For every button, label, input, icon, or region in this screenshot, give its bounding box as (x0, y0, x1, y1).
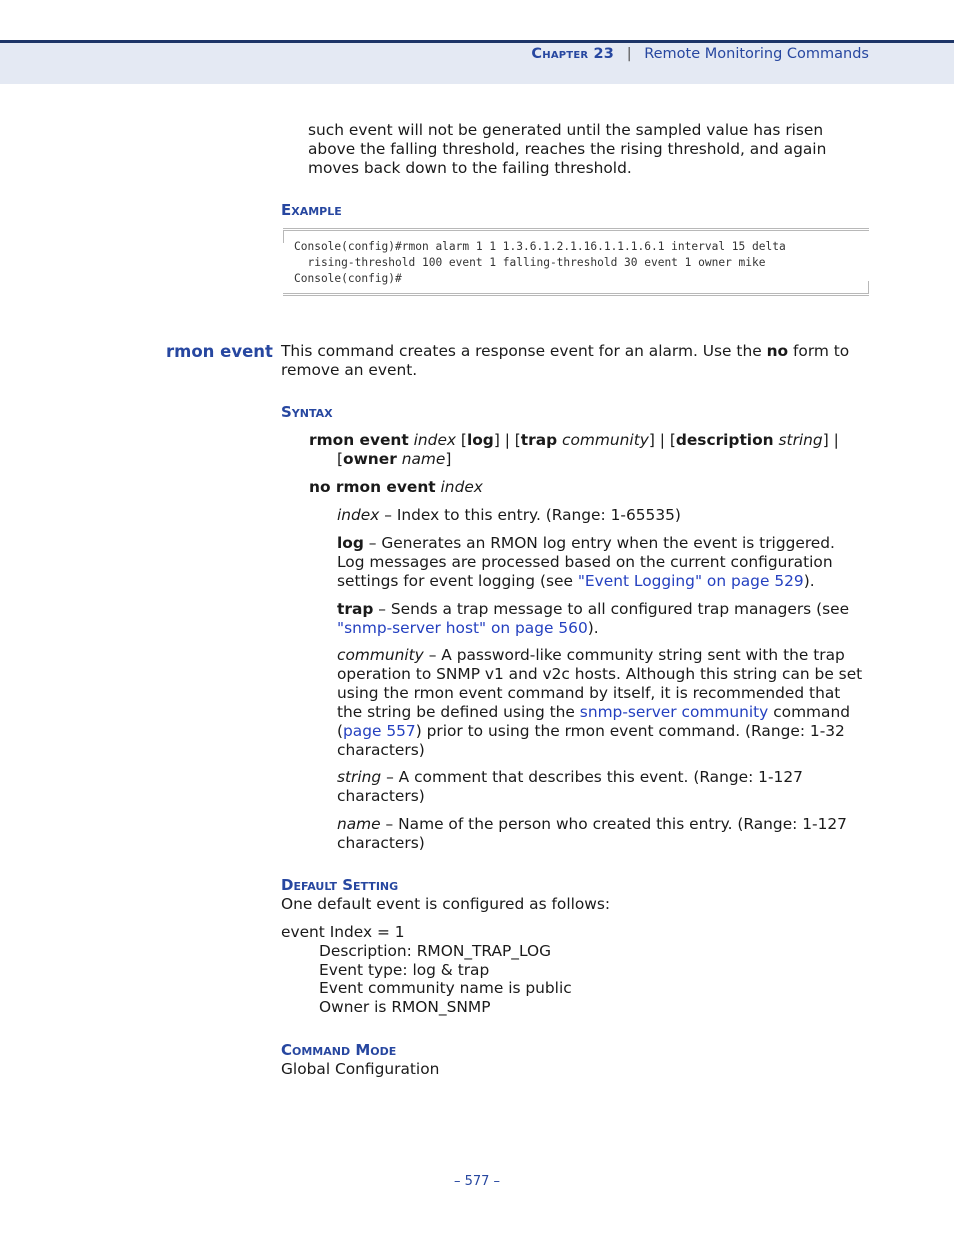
default-setting-heading: Default Setting (281, 876, 399, 894)
syntax-param: index (408, 431, 457, 449)
header-separator: | (626, 46, 632, 62)
default-item: Owner is RMON_SNMP (319, 998, 491, 1016)
page-557-link[interactable]: page 557 (343, 722, 416, 740)
syntax-bracket: [ (337, 450, 344, 468)
param-term: community (337, 646, 424, 664)
chapter-title: Remote Monitoring Commands (644, 46, 869, 62)
box-corner-mark (283, 231, 284, 243)
syntax-param: index (435, 478, 483, 496)
param-string (337, 768, 867, 806)
syntax-bracket: ] | (822, 431, 839, 449)
syntax-bracket: [ (456, 431, 467, 449)
box-corner-mark (868, 281, 869, 293)
param-term: trap (337, 600, 374, 618)
param-log (337, 534, 867, 591)
syntax-param: community (557, 431, 649, 449)
page-number: – 577 – (453, 1174, 501, 1189)
syntax-keyword: owner (343, 450, 397, 468)
description-no-keyword: no (766, 342, 789, 360)
param-text: – A comment that describes this event. (Range: 1-127 characters) (337, 768, 803, 805)
param-text: – Sends a trap message to all configured trap managers (see (373, 600, 850, 618)
param-text: command ( (337, 703, 851, 740)
syntax-keyword: log (466, 431, 494, 449)
snmp-server-community-link[interactable]: snmp-server community (579, 703, 769, 721)
syntax-line-1-cont (337, 450, 451, 469)
syntax-param: name (396, 450, 446, 468)
syntax-bracket: ] | [ (648, 431, 676, 449)
param-text: ). (587, 619, 599, 637)
syntax-line-2 (309, 478, 483, 497)
param-index (337, 506, 867, 525)
page-header (531, 45, 869, 64)
command-description (281, 342, 866, 380)
snmp-server-host-link[interactable]: "snmp-server host" on page 560 (337, 619, 588, 637)
code-example-box (283, 228, 869, 296)
syntax-bracket: ] | [ (493, 431, 521, 449)
syntax-bracket: ] (445, 450, 452, 468)
example-heading: Example (281, 201, 342, 219)
syntax-keyword: trap (520, 431, 558, 449)
description-text: This command creates a response event for an alarm. Use the (281, 342, 767, 360)
command-mode-value: Global Configuration (281, 1060, 440, 1078)
param-term: index (337, 506, 380, 524)
syntax-keyword: no rmon event (309, 478, 436, 496)
syntax-heading: Syntax (281, 403, 333, 421)
default-event-index: event Index = 1 (281, 923, 405, 941)
default-item: Event type: log & trap (319, 961, 490, 979)
default-setting-intro: One default event is configured as follows: (281, 895, 611, 913)
param-text: ). (803, 572, 815, 590)
code-example: Console(config)#rmon alarm 1 1 1.3.6.1.2.1.16.1.1.1.6.1 interval 15 delta rising-threshold 100 event 1 falling-threshold 30 event 1 owner mike Console(config)# (294, 240, 786, 285)
event-logging-link[interactable]: "Event Logging" on page 529 (577, 572, 804, 590)
description-text: form to remove an event. (281, 342, 850, 379)
syntax-keyword: description (675, 431, 774, 449)
syntax-line-1 (309, 431, 869, 450)
param-community (337, 646, 869, 760)
param-term: name (337, 815, 381, 833)
param-trap (337, 600, 867, 638)
syntax-param: string (773, 431, 823, 449)
param-term: string (337, 768, 382, 786)
param-text: – Generates an RMON log entry when the event is triggered. Log messages are processed based on the current configuration settings for event logging (see (337, 534, 835, 590)
syntax-keyword: rmon event (309, 431, 409, 449)
param-text: – A password-like community string sent with the trap operation to SNMP v1 and v2c hosts. Although this string can be set using the rmon event command by itself, it is recommended that the string be defined using the (337, 646, 863, 721)
default-item: Description: RMON_TRAP_LOG (319, 942, 552, 960)
param-text: – Name of the person who created this entry. (Range: 1-127 characters) (337, 815, 847, 852)
chapter-label: Chapter 23 (531, 46, 615, 62)
command-name: rmon event (166, 342, 273, 361)
param-term: log (337, 534, 364, 552)
intro-paragraph: such event will not be generated until the sampled value has risen above the falling threshold, reaches the rising threshold, and again moves back down to the failing threshold. (308, 121, 827, 177)
param-name (337, 815, 867, 853)
command-mode-heading: Command Mode (281, 1041, 397, 1059)
param-text: – Index to this entry. (Range: 1-65535) (379, 506, 681, 524)
param-text: ) prior to using the rmon event command. (Range: 1-32 characters) (337, 722, 845, 759)
default-item: Event community name is public (319, 979, 572, 997)
